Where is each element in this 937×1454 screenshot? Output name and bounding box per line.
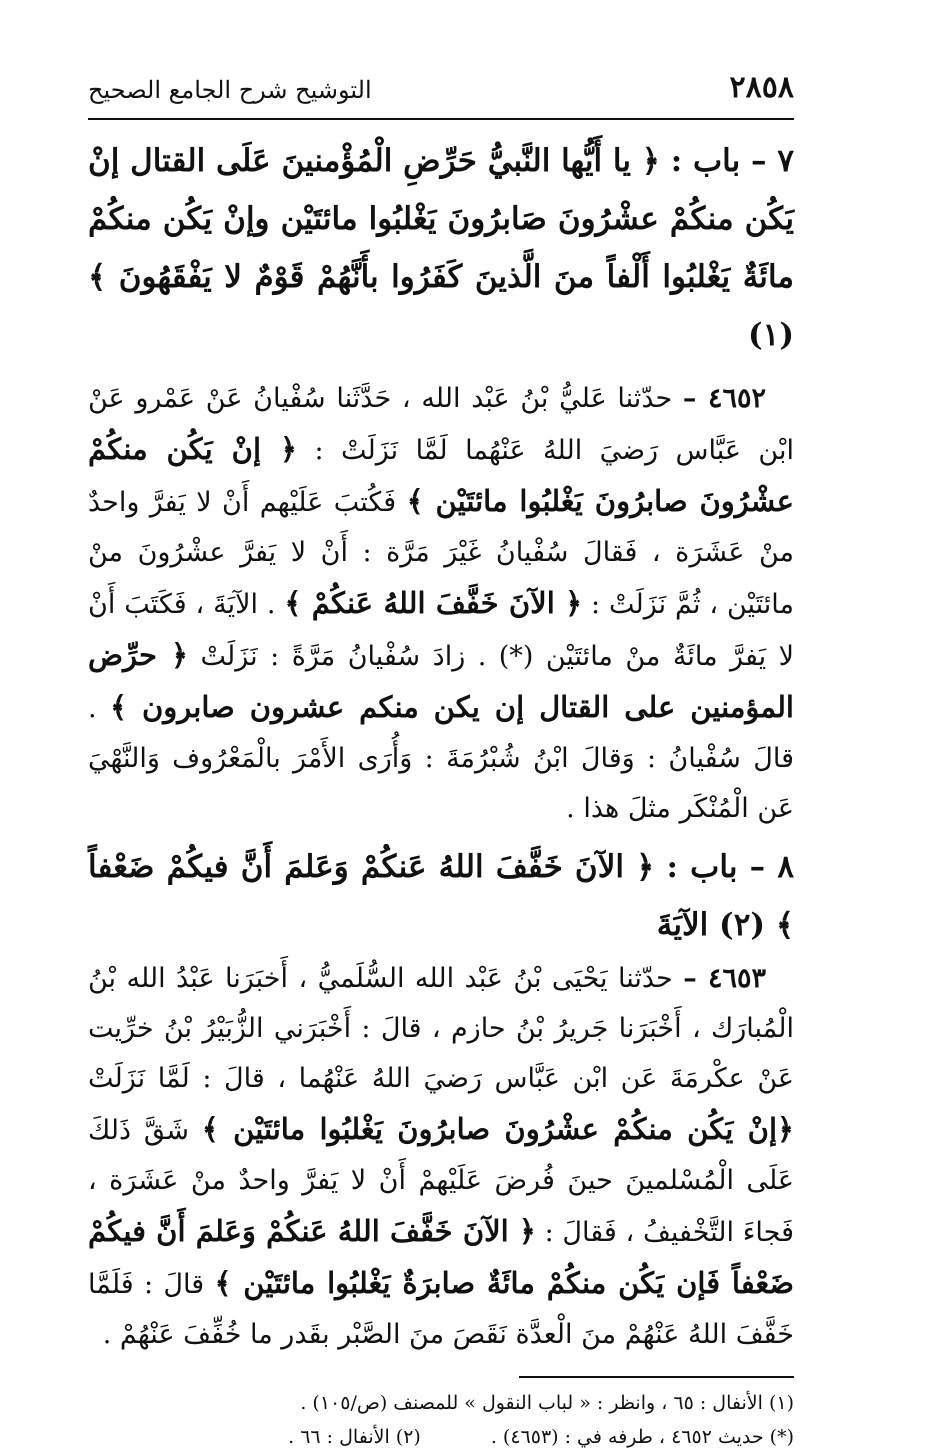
footnote-divider: [519, 1376, 794, 1378]
body-text: [88, 132, 794, 1360]
footnote-star: (*) حديث ٤٦٥٢ ، طرفه في : (٤٦٥٣) .: [490, 1426, 794, 1448]
hadith-4652-number: ٤٦٥٢ –: [682, 383, 766, 414]
hadith-4652-text-2: فَكُتبَ عَلَيْهم أَنْ لا يَفرَّ واحدٌ منْ عَشَرَة ، فَقالَ سُفْيانُ غَيْرَ مَرَّة : أَنْ لا يَفرَّ عشْرُونَ منْ مائتَيْن ، ثُمَّ نَزَلَتْ :: [88, 487, 794, 620]
footnotes: [88, 1386, 794, 1454]
hadith-4653-quran-quote-2: ﴿ الآنَ خَفَّفَ اللهُ عَنكُمْ وَعَلمَ أَنَّ فيكُمْ ضَعْفاً فَإن يَكُن منكُمْ مائَةٌ صابرَةٌ يَغْلبُوا مائتَيْن ﴾: [88, 1214, 795, 1300]
hadith-4652-text-1: حدّثنا عَليُّ بْنُ عَبْد الله ، حَدَّثَنا سُفْيانُ عَنْ عَمْرو عَنْ ابْن عَبَّاس رَضيَ اللهُ عَنْهُما لَمَّا نَزَلَتْ :: [88, 383, 794, 466]
hadith-4653-text-2: شَقَّ ذَلكَ عَلَى الْمُسْلمينَ حينَ فُرضَ عَلَيْهمْ أَنْ لا يَفرَّ واحدٌ منْ عَشَرَة ، فَجاءَ التَّخْفيفُ ، فَقالَ :: [88, 1115, 794, 1248]
hadith-4652: [88, 374, 794, 834]
hadith-4652-text-4: . قالَ سُفْيانُ : وَقالَ ابْنُ شُبْرُمَةَ : وَأُرَى الأَمْرَ بالْمَعْرُوف وَالنَّهْيَ عَن الْمُنْكَر مثلَ هذا .: [88, 693, 794, 824]
footnote-row: [88, 1420, 794, 1454]
hadith-4652-quran-quote-2: ﴿ الآنَ خَفَّفَ اللهُ عَنكُمْ ﴾: [284, 586, 583, 620]
running-head: [88, 60, 794, 120]
hadith-4653-text-3: قالَ : فَلَمَّا خَفَّفَ اللهُ عَنْهُمْ منَ الْعدَّة نَقَصَ منَ الصَّبْر بقَدر ما خُفِّفَ عَنْهُمْ .: [88, 1269, 794, 1350]
hadith-4653-quran-quote-1: ﴿إنْ يَكُن منكُمْ عشْرُونَ صابرُونَ يَغْلبُوا مائتَيْن ﴾: [201, 1112, 794, 1146]
hadith-4653-text-1: حدّثنا يَحْيَى بْنُ عَبْد الله السُّلَميُّ ، أَخبَرَنا عَبْدُ الله بْنُ الْمُبارَك ، أَخْبَرَنا جَريرُ بْنُ حازم ، قالَ : أَخْبَرَني الزُّبَيْرُ بْنُ خرِّيت عَنْ عكْرمَةَ عَن ابْن عَبَّاس رَضيَ اللهُ عَنْهُما ، قالَ : لَمَّا نَزَلَتْ: [88, 963, 794, 1094]
chapter-7-heading: ٧ – باب : ﴿ يا أَيُّها النَّبيُّ حَرِّضِ الْمُؤْمنينَ عَلَى القتال إنْ يَكُن منكُمْ عشْرُونَ صَابرُونَ يَغْلبُوا مائتَيْن وإنْ يَكُن منكُمْ مائَةٌ يَغْلبُوا أَلْفاً منَ الَّذينَ كَفَرُوا بأَنَّهُمْ قَوْمٌ لا يَفْقَهُونَ ﴾ (١): [88, 143, 794, 353]
book-page: [88, 60, 795, 1448]
hadith-4653-number: ٤٦٥٣ –: [683, 963, 767, 994]
page-number: ٢٨٥٨: [729, 70, 794, 105]
hadith-4652-quran-quote-3: ﴿ حرِّض المؤمنين على القتال إن يكن منكم عشرون صابرون ﴾: [88, 638, 794, 724]
hadith-4653: [88, 954, 794, 1360]
hadith-4652-quran-quote-1: ﴿ إنْ يَكُن منكُمْ عشْرُونَ صابرُونَ يَغْلبُوا مائتَيْن ﴾: [88, 432, 794, 518]
hadith-4652-text-3: . الآيَةَ ، فَكَتَبَ أَنْ لا يَفرَّ مائَةٌ منْ مائتَيْن (*) . زادَ سُفْيانُ مَرَّةً : نَزَلَتْ: [88, 589, 794, 672]
footnote-1: (١) الأنفال : ٦٥ ، وانظر : « لباب النقول » للمصنف (ص/١٠٥) .: [300, 1392, 794, 1414]
book-title: التوشيح شرح الجامع الصحيح: [88, 76, 372, 104]
chapter-8-heading: ٨ – باب : ﴿ الآنَ خَفَّفَ اللهُ عَنكُمْ وَعَلمَ أَنَّ فيكُمْ ضَعْفاً ﴾ (٢) الآيَةَ: [88, 849, 794, 943]
footnote-2: (٢) الأنفال : ٦٦ .: [288, 1426, 421, 1448]
